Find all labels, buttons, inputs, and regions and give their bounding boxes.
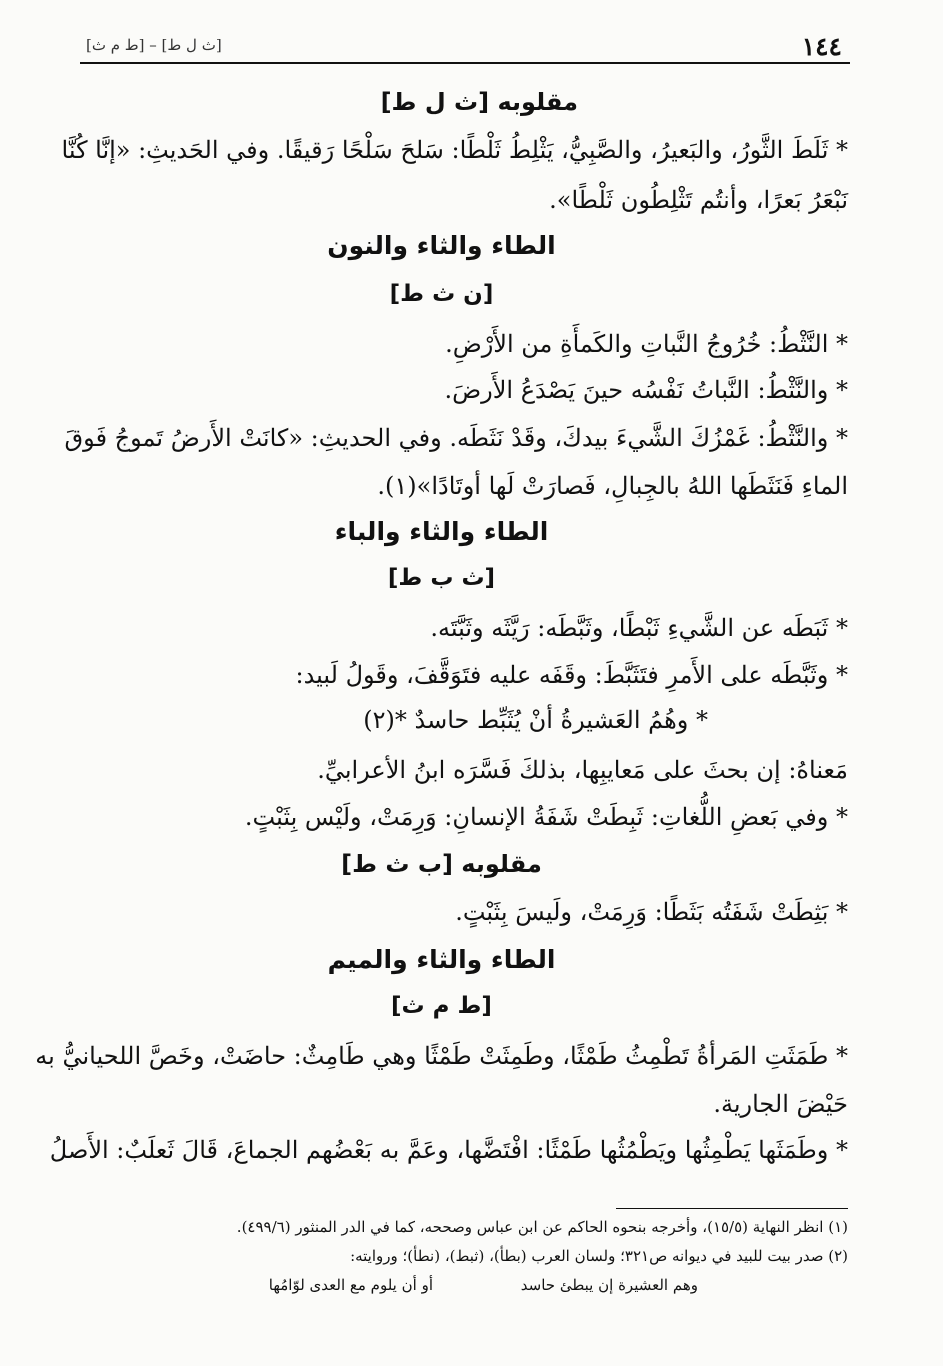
text-line: * ثَبَطَه عن الشَّيءِ ثَبْطًا، وثَبَّطَه: رَيَّثَه وثَبَّتَه. (430, 614, 848, 642)
page-number: ١٤٤ (801, 32, 842, 61)
text-line: * وطَمَثَها يَطْمِثُها ويَطْمُثُها طَمْثًا: افْتَضَّها، وعَمَّ به بَعْضُهم الجماعَ، قَالَ ثَعلَبٌ: الأَصلُ (49, 1136, 848, 1164)
running-head-roots: [ث ل ط] – [ط م ث] (86, 36, 222, 54)
text-line: الماءِ فَنَثَطَها اللهُ بالجِبالِ، فَصارَتْ لَها أوتَادًا»(١). (377, 472, 848, 500)
running-head (80, 30, 850, 64)
section-heading-thlt: مقلوبه [ث ل ط] (380, 88, 578, 116)
text-line: حَيْضَ الجارية. (713, 1090, 848, 1118)
text-line: * والنَّثْطُ: النَّباتُ نَفْسُه حينَ يَصْدَعُ الأَرضَ. (444, 376, 848, 404)
root-heading-nth: [ن ث ط] (389, 281, 494, 307)
root-heading-tmth: [ط م ث] (391, 993, 492, 1019)
poetry-line: * وهُمُ العَشيرةُ أنْ يُثَبِّط حاسدٌ *(٢) (363, 706, 708, 734)
section-heading-btht: مقلوبه [ب ث ط] (341, 850, 542, 878)
chapter-heading-tha-ba: الطاء والثاء والباء (334, 517, 549, 546)
text-line: * بَثِطَتْ شَفَتُه بَثَطًا: وَرِمَتْ، ولَيسَ بِثَبْتٍ. (455, 898, 848, 926)
footnote-2: (٢) صدر بيت للبيد في ديوانه ص٣٢١؛ ولسان العرب (بطأ)، (ثبط)، (نطأ)؛ وروايته: (350, 1247, 848, 1265)
text-line: * وفي بَعضِ اللُّغاتِ: ثَبِطَتْ شَفَةُ الإنسانِ: وَرِمَتْ، ولَيْس بِثَبْتٍ. (244, 803, 848, 831)
chapter-heading-tha-nun: الطاء والثاء والنون (327, 231, 556, 260)
footnote-verse-second-hemistich: أو أن يلوم مع العدى لوّامُها (268, 1276, 433, 1294)
text-line: * وثَبَّطَه على الأَمرِ فتَثَبَّطَ: وقَفَه عليه فتَوَقَّفَ، وقَولُ لَبيد: (295, 661, 848, 689)
footnote-1: (١) انظر النهاية (١٥/٥)، وأخرجه بنحوه الحاكم عن ابن عباس وصححه، كما في الدر المنثور (٤٩٩/٦). (236, 1218, 848, 1236)
text-line: * والنَّثْطُ: غَمْزُكَ الشَّيءَ بيدكَ، وقَدْ نَثَطَه. وفي الحديثِ: «كانَتْ الأَرضُ تَموجُ فَوقَ (64, 424, 848, 452)
text-line: * النَّثْطُ: خُرُوجُ النَّباتِ والكَمأَةِ من الأَرْضِ. (445, 330, 848, 358)
text-line: نَبْعَرُ بَعرًا، وأنتُم تَثْلِطُون ثَلْطًا». (549, 186, 848, 214)
text-line: * ثَلَطَ الثَّورُ، والبَعيرُ، والصَّبِيُّ، يَثْلِطُ ثَلْطًا: سَلحَ سَلْحًا رَقيقًا. وفي الحَديثِ: «إنَّا كُنَّا (61, 136, 848, 164)
chapter-heading-tha-mim: الطاء والثاء والميم (327, 945, 556, 974)
text-line: * طَمَثَتِ المَرأةُ تَطْمِثُ طَمْثًا، وطَمِثَتْ طَمْثًا وهي طَامِثٌ: حاضَتْ، وخَصَّ اللحيانيُّ به (35, 1042, 848, 1070)
root-heading-thbt: [ث ب ط] (387, 565, 496, 591)
footnote-divider (616, 1208, 848, 1209)
text-line: مَعناهُ: إن بحثَ على مَعايبِها، بذلكَ فَسَّرَه ابنُ الأعرابيِّ. (317, 756, 848, 784)
footnote-verse-first-hemistich: وهم العشيرة إن يبطئ حاسد (520, 1276, 698, 1294)
